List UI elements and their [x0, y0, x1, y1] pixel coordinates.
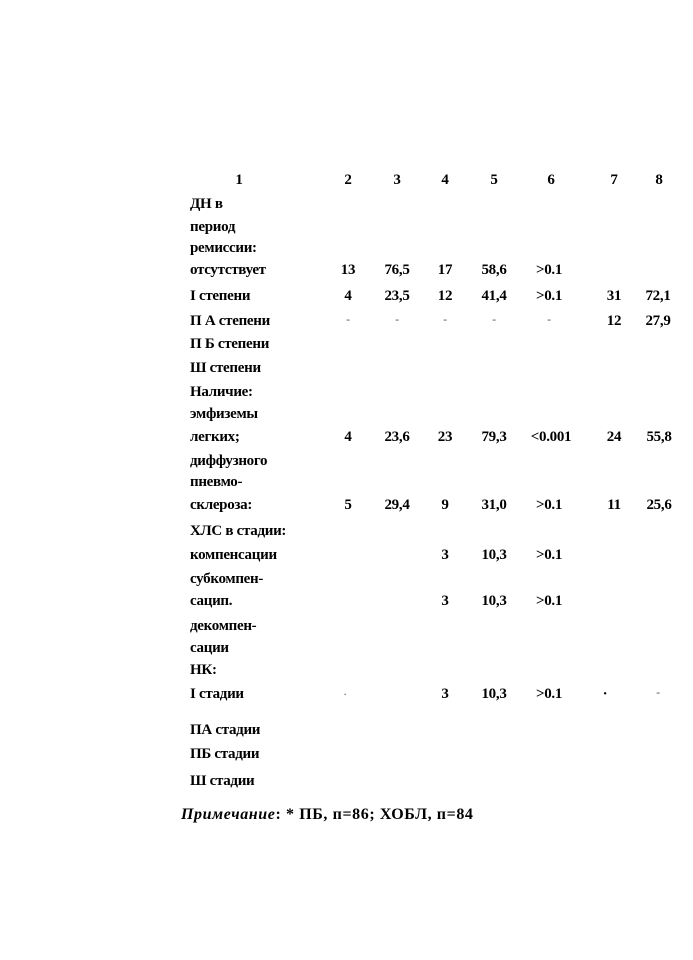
cell: ·: [602, 686, 608, 702]
cell: 31: [606, 288, 622, 304]
row-label: ПА стадии: [190, 722, 261, 738]
row-label: ремиссии:: [190, 240, 257, 256]
row-label: легких;: [190, 429, 240, 445]
row-label: отсутствует: [190, 262, 266, 278]
col-header-1: 1: [235, 172, 243, 188]
row-label: Ш степени: [190, 360, 261, 376]
row-label: компенсации: [190, 547, 277, 563]
cell: >0.1: [535, 497, 563, 513]
cell: 41,4: [481, 288, 507, 304]
cell: 31,0: [481, 497, 507, 513]
cell: ·: [343, 687, 347, 701]
cell: 23: [437, 429, 453, 445]
cell: >0.1: [535, 262, 563, 278]
row-label: декомпен-: [190, 618, 257, 634]
cell: 76,5: [384, 262, 410, 278]
row-label: сации: [190, 640, 229, 656]
cell: 3: [441, 686, 449, 702]
cell: -: [547, 312, 551, 326]
row-label: период: [190, 219, 236, 235]
row-label: сацип.: [190, 593, 233, 609]
row-label: диффузного: [190, 453, 268, 469]
cell: 10,3: [481, 686, 507, 702]
row-label: ХЛС в стадии:: [190, 523, 287, 539]
row-label: I степени: [190, 288, 251, 304]
col-header-4: 4: [441, 172, 449, 188]
row-label: Ш стадии: [190, 773, 255, 789]
col-header-2: 2: [344, 172, 352, 188]
row-label: I стадии: [190, 686, 244, 702]
cell: >0.1: [535, 288, 563, 304]
row-label: пневмо-: [190, 474, 243, 490]
row-label: НК:: [190, 662, 217, 678]
cell: -: [346, 312, 350, 326]
cell: 4: [344, 429, 352, 445]
col-header-8: 8: [655, 172, 663, 188]
col-header-3: 3: [393, 172, 401, 188]
cell: 13: [340, 262, 356, 278]
cell: 5: [344, 497, 352, 513]
cell: -: [395, 312, 399, 326]
row-label: ПБ стадии: [190, 746, 260, 762]
cell: >0.1: [535, 547, 563, 563]
cell: 58,6: [481, 262, 507, 278]
note-text: : * ПБ, п=86; ХОБЛ, п=84: [275, 806, 474, 823]
note-label: Примечание: [181, 806, 276, 823]
row-label: субкомпен-: [190, 571, 264, 587]
cell: 27,9: [645, 313, 671, 329]
cell: -: [656, 685, 660, 699]
cell: <0.001: [530, 429, 572, 445]
row-label: ДН в: [190, 196, 223, 212]
cell: 79,3: [481, 429, 507, 445]
cell: 72,1: [645, 288, 671, 304]
cell: 29,4: [384, 497, 410, 513]
cell: >0.1: [535, 686, 563, 702]
cell: 17: [437, 262, 453, 278]
cell: 25,6: [646, 497, 672, 513]
row-label: эмфиземы: [190, 406, 258, 422]
row-label: Наличие:: [190, 384, 253, 400]
cell: 3: [441, 547, 449, 563]
cell: 12: [437, 288, 453, 304]
cell: >0.1: [535, 593, 563, 609]
row-label: склероза:: [190, 497, 253, 513]
cell: 24: [606, 429, 622, 445]
cell: 11: [607, 497, 621, 513]
col-header-5: 5: [490, 172, 498, 188]
cell: 3: [441, 593, 449, 609]
cell: 9: [441, 497, 449, 513]
col-header-6: 6: [547, 172, 555, 188]
cell: -: [492, 312, 496, 326]
col-header-7: 7: [610, 172, 618, 188]
cell: 10,3: [481, 593, 507, 609]
row-label: П А степени: [190, 313, 270, 329]
cell: 10,3: [481, 547, 507, 563]
cell: 55,8: [646, 429, 672, 445]
cell: -: [443, 312, 447, 326]
cell: 4: [344, 288, 352, 304]
row-label: П Б степени: [190, 336, 270, 352]
cell: 23,6: [384, 429, 410, 445]
cell: 23,5: [384, 288, 410, 304]
table-note: [181, 806, 474, 824]
cell: 12: [606, 313, 622, 329]
